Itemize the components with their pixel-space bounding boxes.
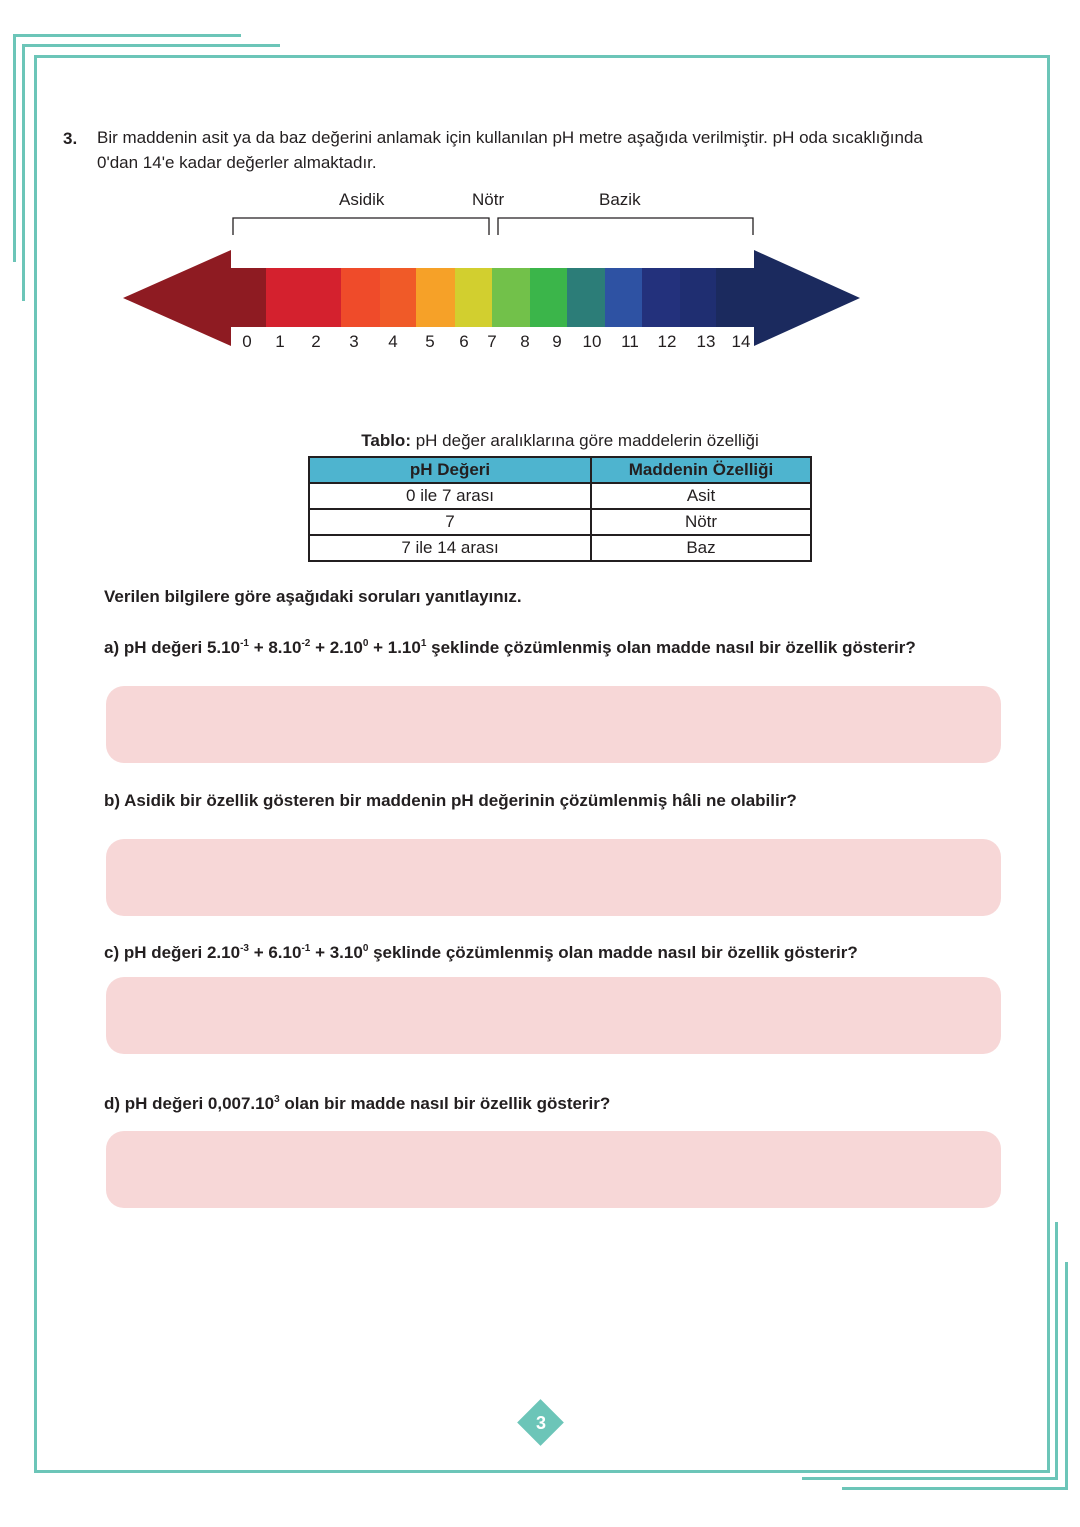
table-caption-text: pH değer aralıklarına göre maddelerin özelliği: [410, 431, 759, 450]
table-caption-bold: Tablo:: [361, 431, 411, 450]
tick-label-2: 2: [311, 332, 321, 351]
bracket-acidic: [233, 218, 489, 235]
instruction: Verilen bilgilere göre aşağıdaki soruları yanıtlayınız.: [104, 587, 522, 606]
qa-exp: 1: [420, 638, 427, 649]
tick-label-3: 3: [349, 332, 359, 351]
qa-term: + 2.10: [310, 638, 363, 657]
table-header-row: [309, 457, 811, 483]
table-cell: 7 ile 14 arası: [309, 535, 591, 561]
tick-label-9: 9: [552, 332, 562, 351]
question-d: [104, 1094, 610, 1114]
tick-label-11: 11: [621, 332, 639, 351]
qa-prefix: a) pH değeri: [104, 638, 207, 657]
color-band: [492, 268, 531, 327]
table-cell: 7: [309, 509, 591, 535]
scale-label-basic: Bazik: [599, 190, 641, 209]
answer-box-d[interactable]: [106, 1131, 1001, 1208]
qa-exp: -2: [301, 638, 311, 649]
qc-term: + 3.10: [310, 943, 363, 962]
qa-term: + 1.10: [368, 638, 421, 657]
arrow-left-head: [123, 250, 231, 346]
qc-exp: 0: [362, 943, 369, 954]
arrow-right-head: [754, 250, 860, 346]
color-band: [567, 268, 606, 327]
qc-exp: -3: [240, 943, 249, 954]
color-band: [266, 268, 342, 327]
qa-term: + 8.10: [248, 638, 302, 657]
table-cell: 0 ile 7 arası: [309, 483, 591, 509]
table-row: [309, 483, 811, 509]
question-c: [104, 943, 858, 963]
qa-suffix: şeklinde çözümlenmiş olan madde nasıl bir özellik gösterir?: [426, 638, 916, 657]
table-row: [309, 509, 811, 535]
scale-label-neutral: Nötr: [472, 190, 505, 209]
tick-label-7: 7: [487, 332, 497, 351]
color-band: [716, 268, 756, 327]
qc-suffix: şeklinde çözümlenmiş olan madde nasıl bir özellik gösterir?: [368, 943, 858, 962]
tick-label-0: 0: [242, 332, 252, 351]
page-number: 3: [535, 1413, 546, 1433]
color-band: [416, 268, 456, 327]
table-row: [309, 535, 811, 561]
frame-accent-bottom-1: [802, 1477, 1058, 1480]
table-caption: [308, 431, 812, 451]
qd-prefix: d) pH değeri 0,007.10: [104, 1094, 275, 1113]
question-a: [104, 638, 916, 658]
frame-accent-right-2: [1065, 1262, 1068, 1490]
frame-accent-right-1: [1055, 1222, 1058, 1480]
answer-box-b[interactable]: [106, 839, 1001, 916]
qa-term: 5.10: [206, 638, 241, 657]
tick-label-10: 10: [582, 332, 602, 351]
scale-label-acidic: Asidik: [339, 190, 385, 209]
qd-suffix: olan bir madde nasıl bir özellik gösterir?: [279, 1094, 611, 1113]
answer-box-c[interactable]: [106, 977, 1001, 1054]
tick-label-1: 1: [275, 332, 285, 351]
color-band: [455, 268, 493, 327]
table-cell: Nötr: [591, 509, 811, 535]
qc-term: 2.10: [206, 943, 241, 962]
table-header-ph: pH Değeri: [309, 457, 591, 483]
tick-label-12: 12: [657, 332, 677, 351]
ph-scale: [0, 0, 1080, 380]
ph-table: [308, 456, 812, 562]
color-band: [680, 268, 717, 327]
color-band: [380, 268, 417, 327]
tick-label-14: 14: [731, 332, 751, 351]
tick-label-13: 13: [696, 332, 716, 351]
frame-accent-bottom-2: [842, 1487, 1068, 1490]
tick-label-5: 5: [425, 332, 435, 351]
qc-prefix: c) pH değeri: [104, 943, 207, 962]
table-cell: Asit: [591, 483, 811, 509]
answer-box-a[interactable]: [106, 686, 1001, 763]
tick-label-8: 8: [520, 332, 530, 351]
color-band: [341, 268, 381, 327]
color-band: [605, 268, 643, 327]
table-header-property: Maddenin Özelliği: [591, 457, 811, 483]
color-band: [230, 268, 267, 327]
table-cell: Baz: [591, 535, 811, 561]
qd-exp: 3: [274, 1094, 280, 1105]
color-band: [642, 268, 681, 327]
question-b: b) Asidik bir özellik gösteren bir maddenin pH değerinin çözümlenmiş hâli ne olabilir?: [104, 791, 797, 810]
qc-term: + 6.10: [248, 943, 302, 962]
question-number: 3.: [63, 129, 78, 148]
tick-label-6: 6: [459, 332, 469, 351]
bracket-basic: [498, 218, 753, 235]
question-line-2: 0'dan 14'e kadar değerler almaktadır.: [97, 153, 377, 172]
tick-label-4: 4: [388, 332, 398, 351]
question-line-1: Bir maddenin asit ya da baz değerini anlamak için kullanılan pH metre aşağıda verilmiştir. pH oda sıcaklığında: [97, 128, 923, 147]
color-band: [530, 268, 568, 327]
qa-exp: 0: [362, 638, 369, 649]
qa-exp: -1: [240, 638, 249, 649]
qc-exp: -1: [301, 943, 311, 954]
